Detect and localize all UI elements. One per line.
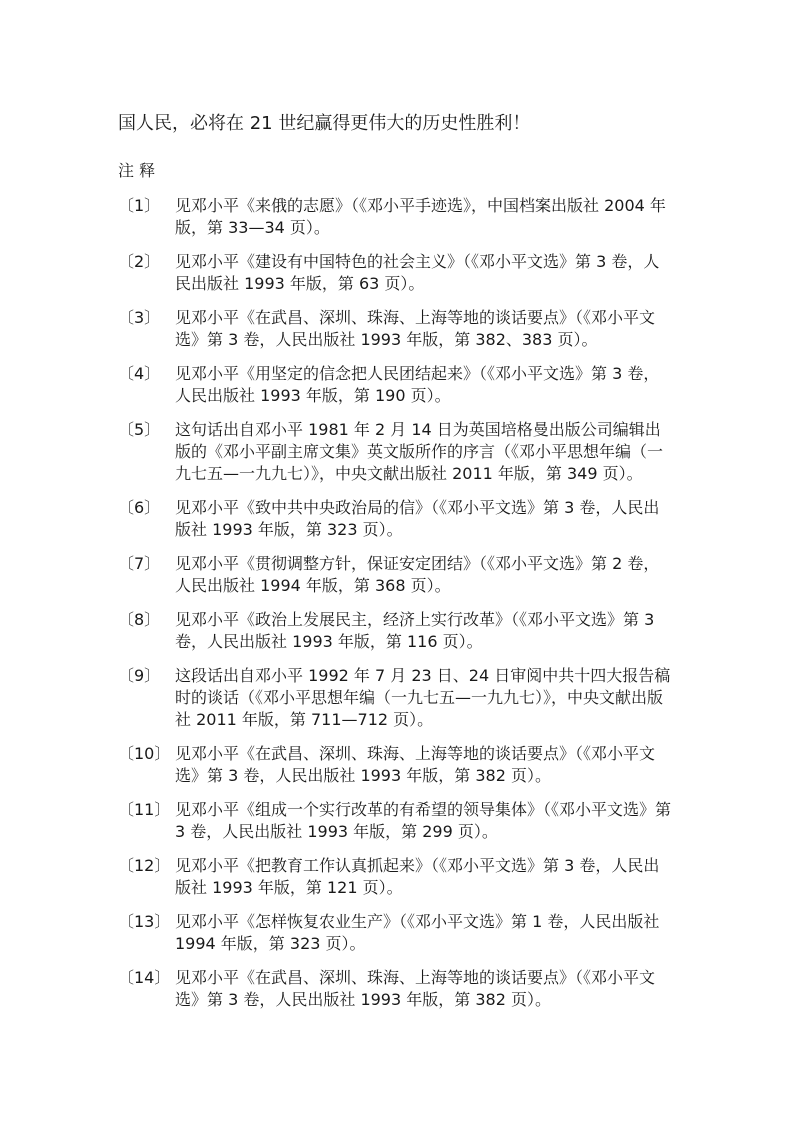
- note-text: 见邓小平《贯彻调整方针，保证安定团结》（《邓小平文选》第 2 卷，人民出版社 1994 年版，第 368 页）。: [175, 554, 660, 595]
- note-text: 见邓小平《把教育工作认真抓起来》（《邓小平文选》第 3 卷，人民出版社 1993 年版，第 121 页）。: [175, 856, 660, 897]
- note-item: [118, 363, 672, 407]
- note-item: [118, 553, 672, 597]
- notes-section-heading: 注 释: [118, 161, 156, 180]
- note-number-label: 〔10〕: [118, 744, 171, 763]
- note-item: [118, 609, 672, 653]
- note-number-label: 〔14〕: [118, 968, 171, 987]
- note-item: [118, 911, 672, 955]
- note-number-label: 〔13〕: [118, 912, 171, 931]
- note-number-label: 〔1〕: [118, 196, 161, 215]
- note-text: 见邓小平《来俄的志愿》（《邓小平手迹选》，中国档案出版社 2004 年版，第 33—34 页）。: [175, 196, 666, 237]
- note-text: 这句话出自邓小平 1981 年 2 月 14 日为英国培格曼出版公司编辑出版的《邓小平副主席文集》英文版所作的序言（《邓小平思想年编（一九七五—一九九七）》，中央文献出版社 2011 年版，第 349 页）。: [175, 420, 664, 483]
- page-content: [118, 112, 672, 1023]
- note-number-label: 〔7〕: [118, 554, 161, 573]
- note-text: 见邓小平《用坚定的信念把人民团结起来》（《邓小平文选》第 3 卷，人民出版社 1993 年版，第 190 页）。: [175, 364, 660, 405]
- note-text: 见邓小平《致中共中央政治局的信》（《邓小平文选》第 3 卷，人民出版社 1993 年版，第 323 页）。: [175, 498, 660, 539]
- note-number-label: 〔8〕: [118, 610, 161, 629]
- note-item: [118, 743, 672, 787]
- note-text: 见邓小平《组成一个实行改革的有希望的领导集体》（《邓小平文选》第 3 卷，人民出版社 1993 年版，第 299 页）。: [175, 800, 672, 841]
- note-number-label: 〔11〕: [118, 800, 171, 819]
- note-text: 见邓小平《政治上发展民主，经济上实行改革》（《邓小平文选》第 3 卷，人民出版社 1993 年版，第 116 页）。: [175, 610, 655, 651]
- note-number-label: 〔6〕: [118, 498, 161, 517]
- note-number-label: 〔2〕: [118, 252, 161, 271]
- note-number-label: 〔9〕: [118, 666, 161, 685]
- note-text: 见邓小平《在武昌、深圳、珠海、上海等地的谈话要点》（《邓小平文选》第 3 卷，人民出版社 1993 年版，第 382 页）。: [175, 744, 656, 785]
- continuation-paragraph-text: 国人民，必将在 21 世纪赢得更伟大的历史性胜利！: [118, 113, 531, 134]
- note-item: [118, 419, 672, 485]
- note-number-label: 〔4〕: [118, 364, 161, 383]
- note-text: 这段话出自邓小平 1992 年 7 月 23 日、24 日审阅中共十四大报告稿时的谈话（《邓小平思想年编（一九七五—一九九七）》，中央文献出版社 2011 年版，第 711—712 页）。: [175, 666, 671, 729]
- note-item: [118, 307, 672, 351]
- notes-list: [118, 195, 672, 1011]
- note-text: 见邓小平《在武昌、深圳、珠海、上海等地的谈话要点》（《邓小平文选》第 3 卷，人民出版社 1993 年版，第 382 页）。: [175, 968, 656, 1009]
- note-item: [118, 497, 672, 541]
- note-item: [118, 251, 672, 295]
- note-item: [118, 195, 672, 239]
- note-item: [118, 967, 672, 1011]
- note-text: 见邓小平《在武昌、深圳、珠海、上海等地的谈话要点》（《邓小平文选》第 3 卷，人民出版社 1993 年版，第 382、383 页）。: [175, 308, 656, 349]
- note-number-label: 〔12〕: [118, 856, 171, 875]
- note-number-label: 〔5〕: [118, 420, 161, 439]
- note-item: [118, 665, 672, 731]
- note-item: [118, 799, 672, 843]
- note-number-label: 〔3〕: [118, 308, 161, 327]
- note-text: 见邓小平《建设有中国特色的社会主义》（《邓小平文选》第 3 卷，人民出版社 1993 年版，第 63 页）。: [175, 252, 660, 293]
- note-item: [118, 855, 672, 899]
- note-text: 见邓小平《怎样恢复农业生产》（《邓小平文选》第 1 卷，人民出版社 1994 年版，第 323 页）。: [175, 912, 660, 953]
